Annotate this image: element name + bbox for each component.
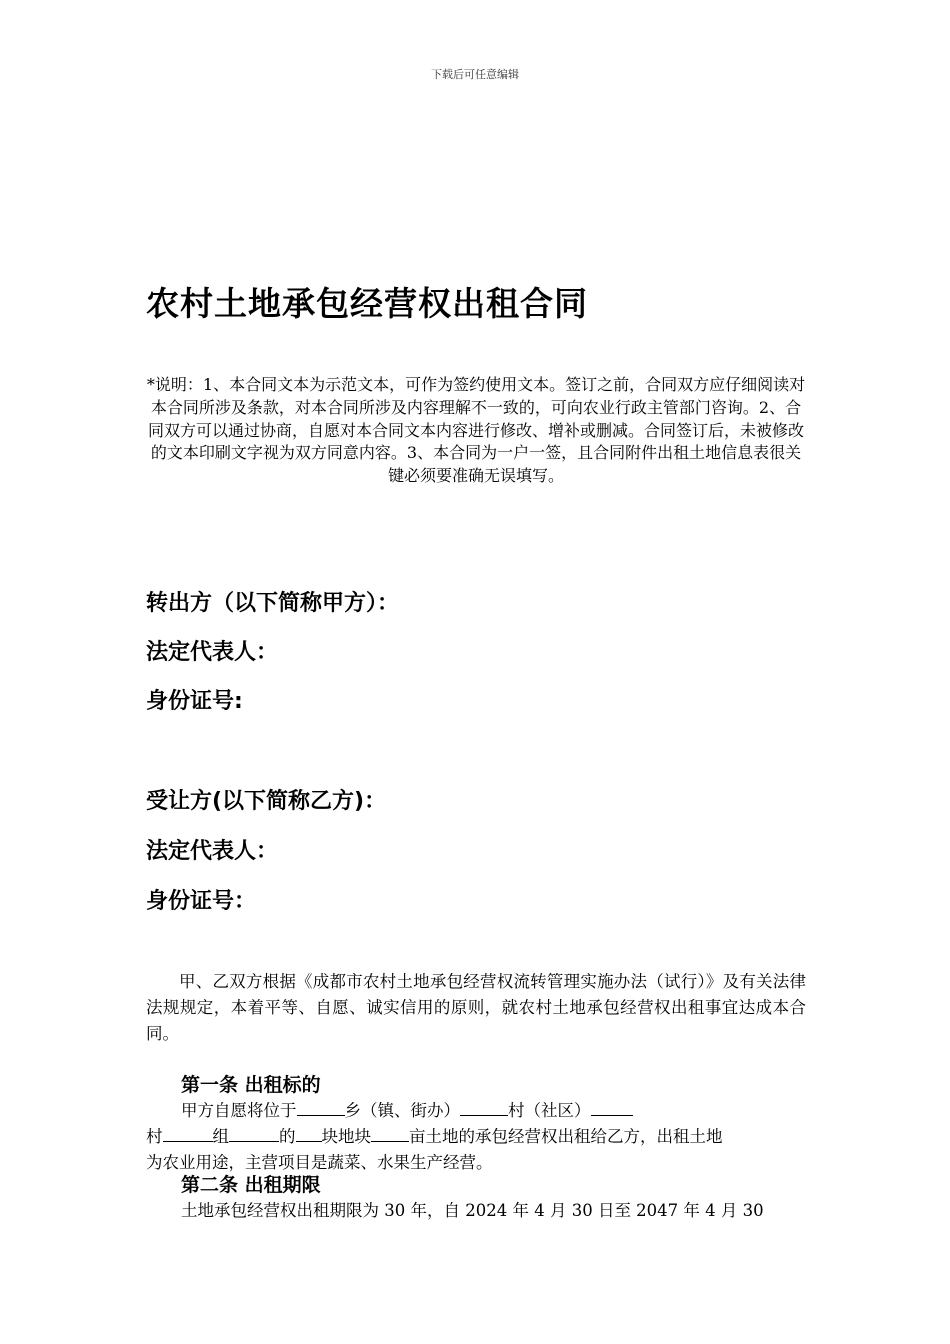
article-1-line-3: 为农业用途，主营项目是蔬菜、水果生产经营。 (146, 1153, 493, 1172)
article-1-text: 的 (279, 1127, 296, 1146)
article-2-text: 土地承包经营权出租期限为 30 年，自 2024 年 4 月 30 日至 2047 年 4 月 30 (181, 1201, 764, 1220)
intro-paragraph: 甲、乙双方根据《成都市农村土地承包经营权流转管理实施办法（试行）》及有关法律法规规定，本着平等、自愿、诚实信用的原则，就农村土地承包经营权出租事宜达成本合同。 (146, 972, 806, 1043)
party-b-label: 受让方(以下简称乙方)： (146, 789, 387, 814)
article-1-text: 村 (146, 1127, 163, 1146)
township-blank[interactable] (297, 1099, 345, 1116)
article-1-text: 块地块 (321, 1127, 371, 1146)
article-1-text: 组 (212, 1127, 229, 1146)
owner-blank[interactable] (229, 1125, 279, 1142)
article-1-line-1 (181, 1097, 633, 1121)
area-blank[interactable] (371, 1125, 409, 1142)
article-1-text: 亩土地的承包经营权出租给乙方，出租土地 (409, 1127, 723, 1146)
article-1-text: 村（社区） (508, 1101, 591, 1120)
party-b-id-number: 身份证号： (146, 889, 257, 914)
article-1-text: 乡（镇、街办） (344, 1101, 460, 1120)
header-note: 下载后可任意编辑 (431, 68, 519, 81)
village-blank[interactable] (460, 1099, 508, 1116)
article-1-text: 甲方自愿将位于 (181, 1101, 297, 1120)
party-a-label: 转出方（以下简称甲方）： (146, 591, 400, 616)
document-title: 农村土地承包经营权出租合同 (146, 284, 588, 323)
group-blank[interactable] (163, 1125, 213, 1142)
article-1-title: 第一条 出租标的 (181, 1074, 321, 1096)
party-a-representative: 法定代表人： (146, 640, 279, 665)
party-b-representative: 法定代表人： (146, 839, 279, 864)
plot-count-blank[interactable] (296, 1125, 322, 1142)
village-2-blank[interactable] (591, 1099, 633, 1116)
party-a-id-number: 身份证号: (146, 689, 243, 714)
article-2-title: 第二条 出租期限 (181, 1174, 321, 1196)
article-1-line-2 (146, 1123, 723, 1147)
instructions-note: *说明：1、本合同文本为示范文本，可作为签约使用文本。签订之前，合同双方应仔细阅读对本合同所涉及条款，对本合同所涉及内容理解不一致的，可向农业行政主管部门咨询。2、合同双方可以通过协商，自愿对本合同文本内容进行修改、增补或删减。合同签订后，未被修改的文本印刷文字视为双方同意内容。3、本合同为一户一签，且合同附件出租土地信息表很关键必须要准确无误填写。 (146, 375, 806, 486)
